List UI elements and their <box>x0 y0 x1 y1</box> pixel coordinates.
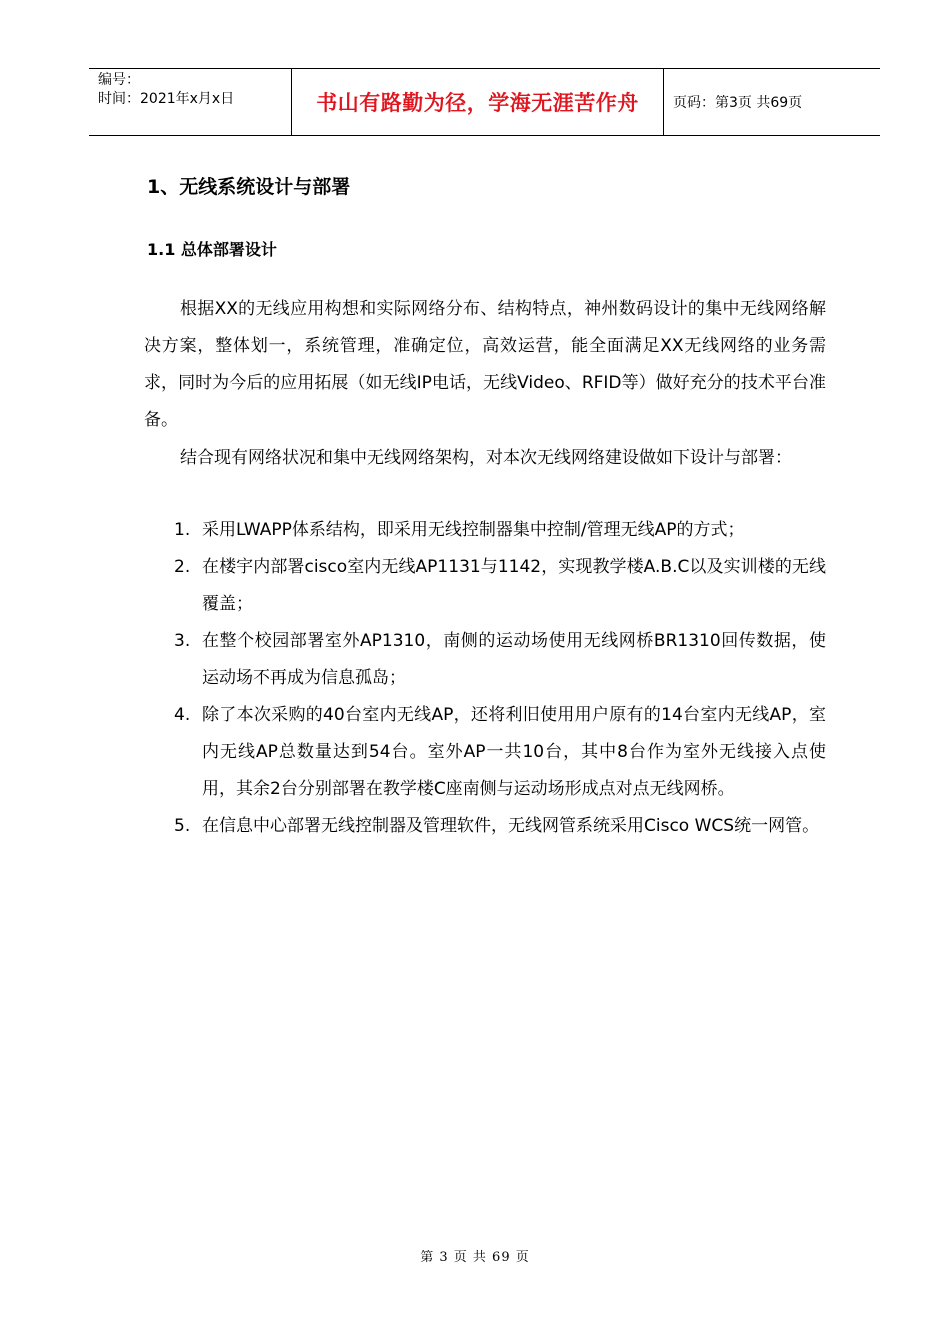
list-text: 除了本次采购的40台室内无线AP，还将利旧使用用户原有的14台室内无线AP，室内无线AP总数量达到54台。室外AP一共10台，其中8台作为室外无线接入点使用，其余2台分别部署在教学楼C座南侧与运动场形成点对点无线网桥。 <box>202 705 826 799</box>
list-number: 2. <box>174 557 191 577</box>
page-footer: 第 3 页 共 69 页 <box>420 1250 530 1265</box>
list-text: 采用LWAPP体系结构，即采用无线控制器集中控制/管理无线AP的方式； <box>202 520 745 540</box>
list-item <box>144 549 826 623</box>
list-item <box>144 808 826 845</box>
list-text: 在信息中心部署无线控制器及管理软件，无线网管系统采用Cisco WCS统一网管。 <box>202 816 820 836</box>
page-header <box>89 68 880 136</box>
header-page-info: 页码：第3页 共69页 <box>673 95 803 111</box>
list-text: 在楼宇内部署cisco室内无线AP1131与1142，实现教学楼A.B.C以及实训楼的无线覆盖； <box>202 557 826 614</box>
list-item <box>144 623 826 697</box>
list-number: 3. <box>174 631 191 651</box>
header-meta <box>89 69 291 135</box>
subsection-title: 1.1 总体部署设计 <box>147 240 277 259</box>
list-number: 1. <box>174 520 191 540</box>
list-item <box>144 697 826 808</box>
list-number: 5. <box>174 816 191 836</box>
header-motto: 书山有路勤为径，学海无涯苦作舟 <box>291 69 664 135</box>
time-label: 时间：2021年x月x日 <box>98 91 235 107</box>
section-title: 1、无线系统设计与部署 <box>147 176 351 198</box>
paragraph: 结合现有网络状况和集中无线网络架构，对本次无线网络建设做如下设计与部署： <box>180 448 792 468</box>
number-label: 编号： <box>98 72 140 88</box>
deployment-list <box>144 512 826 845</box>
paragraph: 根据XX的无线应用构想和实际网络分布、结构特点，神州数码设计的集中无线网络解决方案，整体划一，系统管理，准确定位，高效运营，能全面满足XX无线网络的业务需求，同时为今后的应用拓展（如无线IP电话，无线Video、RFID等）做好充分的技术平台准备。 <box>144 299 826 430</box>
list-item <box>144 512 826 549</box>
list-text: 在整个校园部署室外AP1310，南侧的运动场使用无线网桥BR1310回传数据，使运动场不再成为信息孤岛； <box>202 631 826 688</box>
list-number: 4. <box>174 705 191 725</box>
